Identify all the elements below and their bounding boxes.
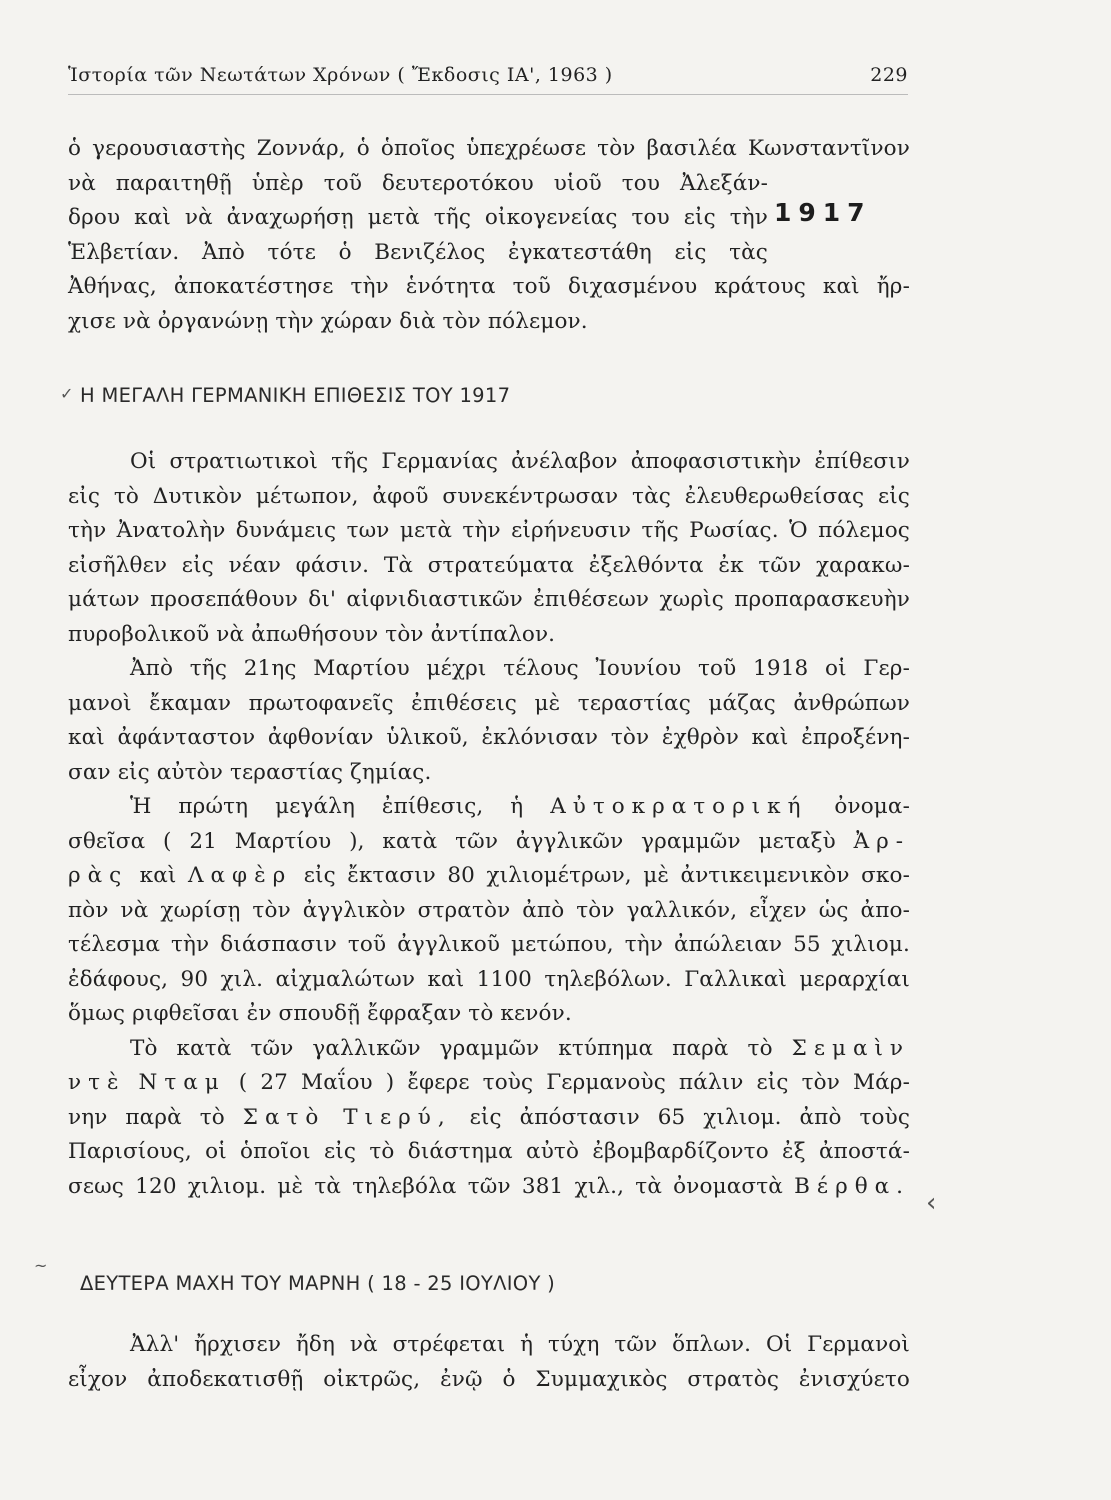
text-line: Οἱ στρατιωτικοὶ τῆς Γερμανίας ἀνέλαβον ἀποφασιστικὴν ἐπίθεσιν: [130, 449, 910, 474]
text-line: [68, 1170, 910, 1205]
spaced-name: Σατὸ: [242, 1104, 326, 1130]
text-line: [68, 1032, 910, 1067]
text-span: εἰς ἔκτασιν 80 χιλιομέτρων, μὲ ἀντικειμενικὸν σκο-: [303, 863, 911, 888]
text-line: μανοὶ ἔκαμαν πρωτοφανεῖς ἐπιθέσεις μὲ τεραστίας μάζας ἀνθρώπων: [68, 690, 910, 716]
running-title: Ἱστορία τῶν Νεωτάτων Χρόνων ( Ἔκδοσις ΙΑ', 1963 ): [68, 64, 613, 86]
text-line: καὶ ἀφάνταστον ἀφθονίαν ὑλικοῦ, ἐκλόνισαν τὸν ἐχθρὸν καὶ ἐπροξένη-: [68, 725, 910, 750]
spaced-name: Τιερύ,: [343, 1104, 452, 1130]
text-line: εἰς τὸ Δυτικὸν μέτωπον, ἀφοῦ συνεκέντρωσαν τὰς ἐλευθερωθείσας εἰς: [68, 483, 910, 509]
text-line: εἶχον ἀποδεκατισθῇ οἰκτρῶς, ἐνῷ ὁ Συμμαχικὸς στρατὸς ἐνισχύετο: [68, 1366, 910, 1392]
text-line: νὰ παραιτηθῇ ὑπὲρ τοῦ δευτεροτόκου υἱοῦ του Ἀλεξάν-: [68, 170, 768, 196]
paragraph-marne: [68, 1328, 910, 1397]
text-line: δρου καὶ νὰ ἀναχωρήσῃ μετὰ τῆς οἰκογενείας του εἰς τὴν: [68, 205, 768, 230]
text-line: σαν εἰς αὐτὸν τεραστίας ζημίας.: [68, 759, 432, 785]
pencil-mark: ✓: [60, 384, 74, 403]
text-span: ὀνομα-: [834, 794, 911, 819]
text-line: ὁ γερουσιαστὴς Ζοννάρ, ὁ ὁποῖος ὑπεχρέωσε τὸν βασιλέα Κωνσταντῖνον: [68, 136, 910, 161]
pencil-mark: ‹: [926, 1188, 937, 1218]
page-header: [68, 60, 908, 95]
text-line: πυροβολικοῦ νὰ ἀπωθήσουν τὸν ἀντίπαλον.: [68, 621, 556, 647]
text-span: σεως 120 χιλιομ. μὲ τὰ τηλεβόλα τῶν 381 χιλ., τὰ ὀνομαστὰ: [68, 1173, 783, 1199]
spaced-name: Λαφὲρ: [187, 863, 293, 888]
text-line: [68, 790, 910, 825]
text-line: Ἀπὸ τῆς 21ης Μαρτίου μέχρι τέλους Ἰουνίου τοῦ 1918 οἱ Γερ-: [130, 656, 910, 681]
pencil-mark: ~: [34, 1256, 48, 1275]
text-line: [68, 859, 910, 894]
spaced-name: Νταμ: [138, 1070, 226, 1095]
text-line: πὸν νὰ χωρίσῃ τὸν ἀγγλικὸν στρατὸν ἀπὸ τὸν γαλλικόν, εἶχεν ὡς ἀπο-: [68, 897, 910, 923]
text-line: τέλεσμα τὴν διάσπασιν τοῦ ἀγγλικοῦ μετώπου, τὴν ἀπώλειαν 55 χιλιομ.: [68, 932, 910, 957]
text-span: καὶ: [139, 863, 177, 888]
text-span: σθεῖσα ( 21 Μαρτίου ), κατὰ τῶν ἀγγλικῶν γραμμῶν μεταξὺ: [68, 828, 836, 854]
spaced-name: Αὐτοκρατορική: [550, 794, 808, 819]
spaced-name: Ἀρ-: [853, 828, 910, 854]
spaced-name: Βέρθα.: [794, 1173, 910, 1199]
section-heading-german-offensive: Η ΜΕΓΑΛΗ ΓΕΡΜΑΝΙΚΗ ΕΠΙΘΕΣΙΣ ΤΟΥ 1917: [80, 384, 511, 407]
text-line: ὅμως ριφθεῖσαι ἐν σπουδῇ ἔφραξαν τὸ κενόν.: [68, 1001, 572, 1026]
text-span: ( 27 Μαΐου ) ἔφερε τοὺς Γερμανοὺς πάλιν εἰς τὸν Μάρ-: [238, 1070, 910, 1095]
text-line: Ἑλβετίαν. Ἀπὸ τότε ὁ Βενιζέλος ἐγκατεστάθη εἰς τὰς: [68, 239, 768, 265]
margin-year-note: 1917: [774, 198, 872, 227]
page-number: 229: [870, 64, 908, 86]
text-line: εἰσῆλθεν εἰς νέαν φάσιν. Τὰ στρατεύματα ἐξελθόντα ἐκ τῶν χαρακω-: [68, 552, 910, 578]
spaced-name: ρὰς: [68, 863, 129, 888]
text-span: εἰς ἀπόστασιν 65 χιλιομ. ἀπὸ τοὺς: [469, 1104, 911, 1130]
text-line: ἐδάφους, 90 χιλ. αἰχμαλώτων καὶ 1100 τηλεβόλων. Γαλλικαὶ μεραρχίαι: [68, 966, 910, 992]
text-line: μάτων προσεπάθουν δι' αἰφνιδιαστικῶν ἐπιθέσεων χωρὶς προπαρασκευὴν: [68, 587, 910, 612]
text-span: Ἡ πρώτη μεγάλη ἐπίθεσις, ἡ: [130, 794, 524, 819]
text-line: χισε νὰ ὀργανώνῃ τὴν χώραν διὰ τὸν πόλεμον.: [68, 308, 588, 334]
text-line: τὴν Ἀνατολὴν δυνάμεις των μετὰ τὴν εἰρήνευσιν τῆς Ρωσίας. Ὁ πόλεμος: [68, 518, 910, 543]
text-line: Ἀθήνας, ἀποκατέστησε τὴν ἑνότητα τοῦ διχασμένου κράτους καὶ ἤρ-: [68, 274, 910, 299]
text-line: Ἀλλ' ἤρχισεν ἤδη νὰ στρέφεται ἡ τύχη τῶν ὅπλων. Οἱ Γερμανοὶ: [130, 1332, 910, 1357]
text-line: [68, 1066, 910, 1101]
section-heading-second-marne: ΔΕΥΤΕΡΑ ΜΑΧΗ ΤΟΥ ΜΑΡΝΗ ( 18 - 25 ΙΟΥΛΙΟΥ ): [80, 1272, 556, 1295]
text-line: Παρισίους, οἱ ὁποῖοι εἰς τὸ διάστημα αὐτὸ ἐβομβαρδίζοντο ἐξ ἀποστά-: [68, 1139, 910, 1164]
paragraph-1: [68, 445, 910, 1204]
text-span: νην παρὰ τὸ: [68, 1104, 225, 1130]
spaced-name: ντὲ: [68, 1070, 126, 1095]
text-span: Τὸ κατὰ τῶν γαλλικῶν γραμμῶν κτύπημα παρὰ τὸ: [130, 1035, 773, 1061]
text-line: [68, 1101, 910, 1136]
spaced-name: Σεμαὶν: [791, 1035, 910, 1061]
text-line: [68, 825, 910, 860]
